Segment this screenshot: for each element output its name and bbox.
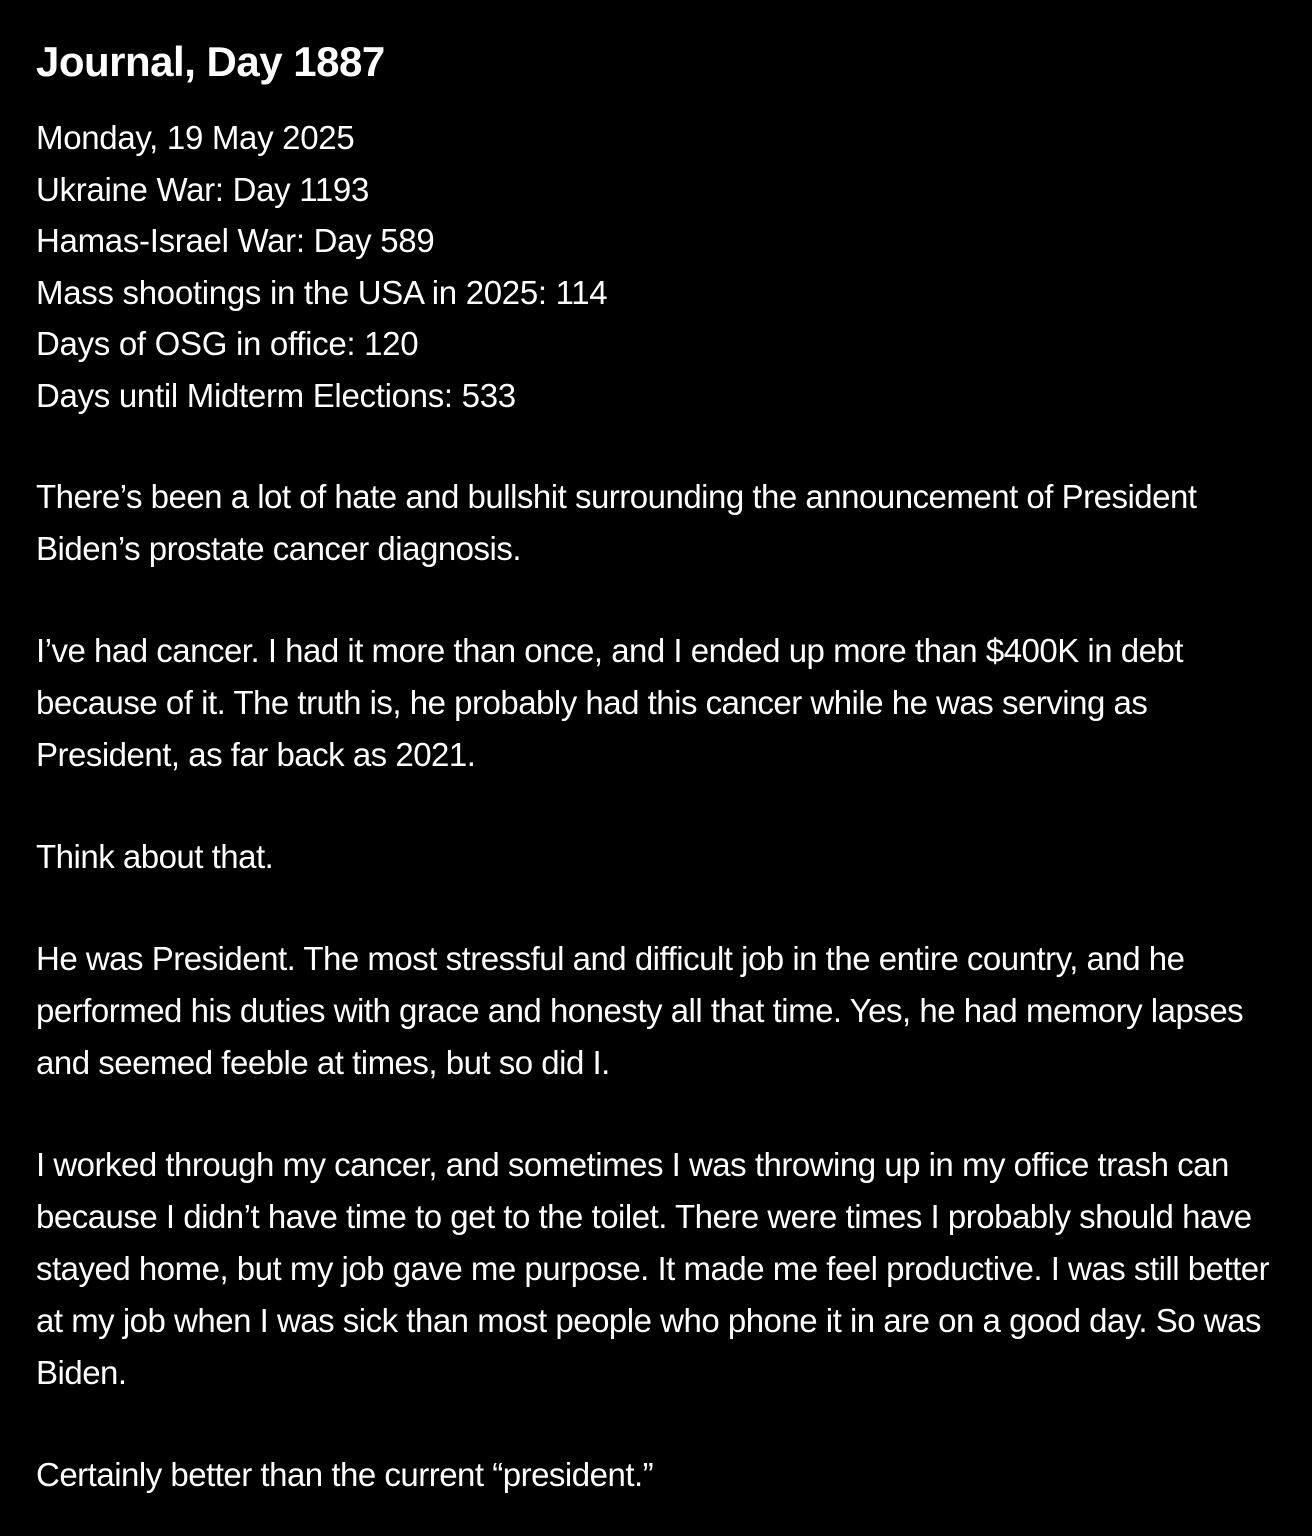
journal-title: Journal, Day 1887 <box>36 38 385 85</box>
paragraph-announcement: There’s been a lot of hate and bullshit surrounding the announcement of President Biden’s prostate cancer diagnosis. <box>36 478 1197 567</box>
meta-hamas-israel-war: Hamas-Israel War: Day 589 <box>36 222 435 259</box>
paragraph-worked-through: I worked through my cancer, and sometimes I was throwing up in my office trash can because I didn’t have time to get to the toilet. There were times I probably should have stayed home, but my job gave me purpose. It made me feel productive. I was still better at my job when I was sick than most people who phone it in are on a good day. So was Biden. <box>36 1146 1270 1391</box>
paragraph-was-president: He was President. The most stressful and difficult job in the entire country, and he performed his duties with grace and honesty all that time. Yes, he had memory lapses and seemed feeble at times, but so did I. <box>36 940 1244 1081</box>
journal-meta <box>36 112 1276 421</box>
paragraph-think: Think about that. <box>36 838 274 875</box>
meta-ukraine-war: Ukraine War: Day 1193 <box>36 170 369 208</box>
meta-days-until-midterms: Days until Midterm Elections: 533 <box>36 376 516 414</box>
paragraph-had-cancer: I’ve had cancer. I had it more than once, and I ended up more than $400K in debt because of it. The truth is, he probably had this cancer while he was serving as President, as far back as 2021. <box>36 632 1183 773</box>
paragraph-closing: Certainly better than the current “president.” <box>36 1456 654 1493</box>
meta-mass-shootings: Mass shootings in the USA in 2025: 114 <box>36 273 608 311</box>
meta-days-in-office: Days of OSG in office: 120 <box>36 325 419 362</box>
meta-date: Monday, 19 May 2025 <box>36 119 355 156</box>
